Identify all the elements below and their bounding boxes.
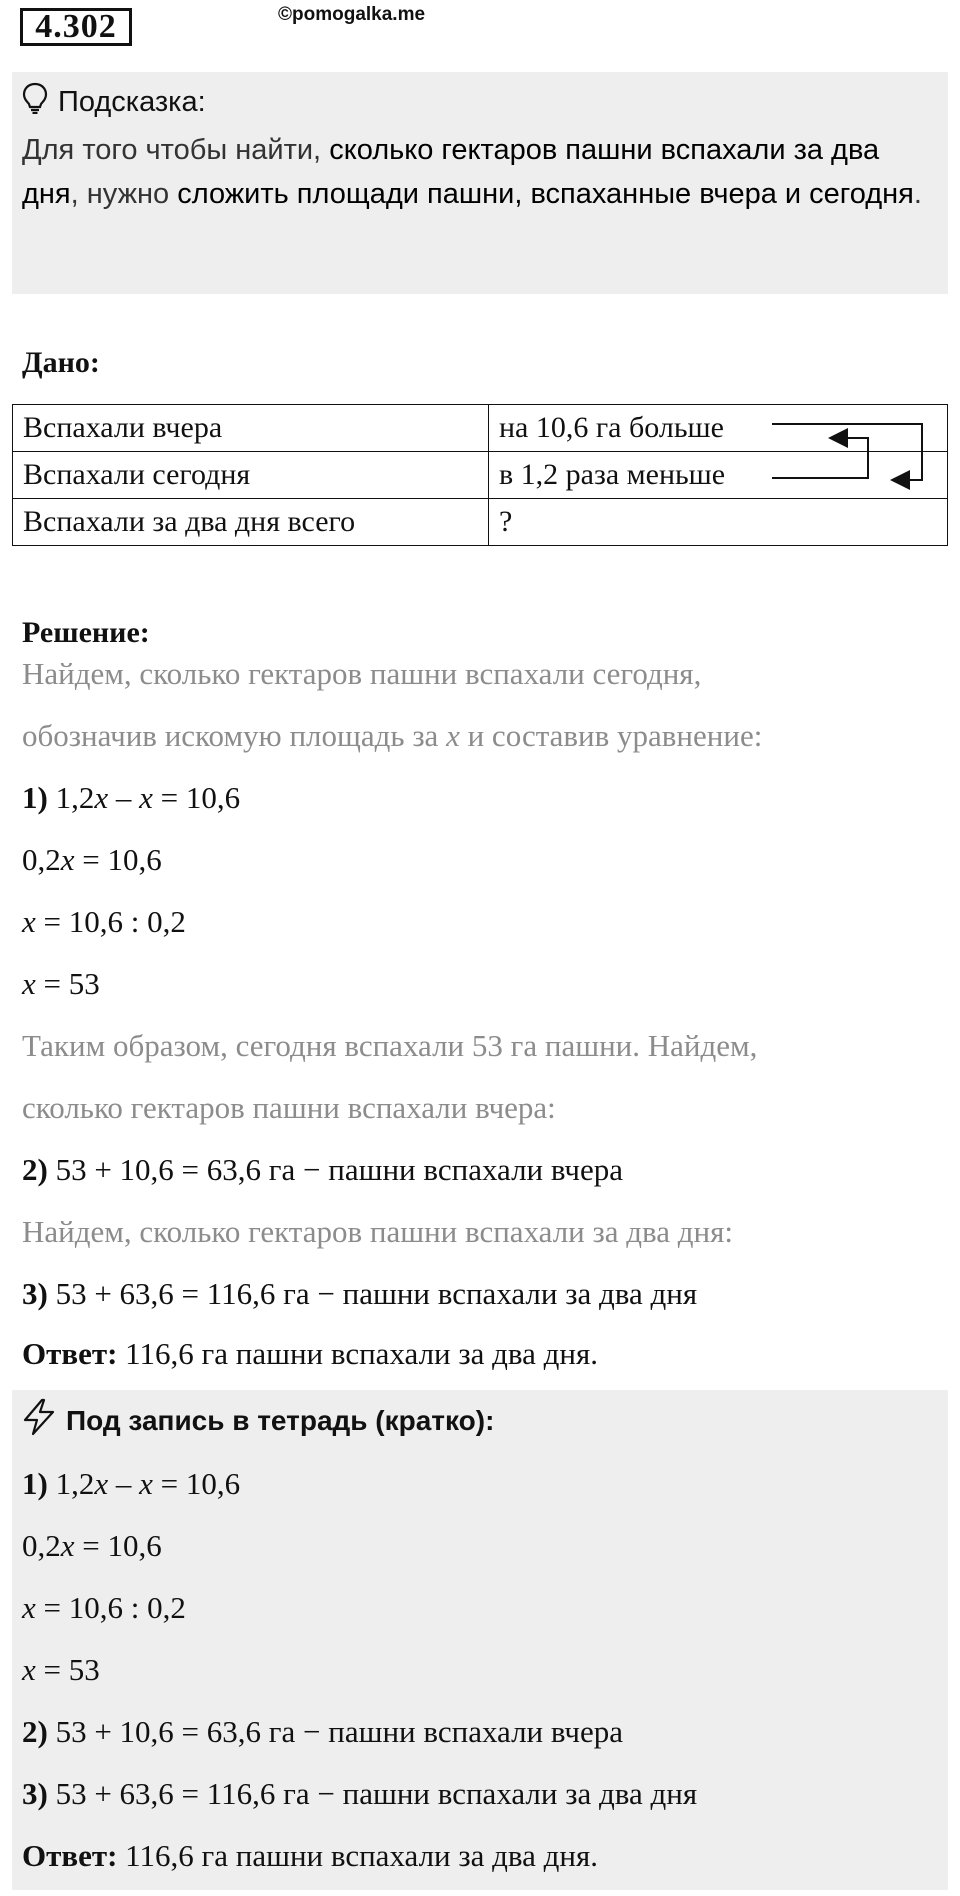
given-label: Вспахали за два дня всего xyxy=(13,499,489,546)
given-value: на 10,6 га больше xyxy=(489,405,948,452)
given-label: Вспахали сегодня xyxy=(13,452,489,499)
equation-line: 0,2x = 10,6 xyxy=(22,842,162,877)
equation-line: 1) 1,2x – x = 10,6 xyxy=(22,780,241,815)
solution-text: Таким образом, сегодня вспахали 53 га пашни. Найдем, xyxy=(22,1028,758,1063)
answer-line: Ответ: 116,6 га пашни вспахали за два дня. xyxy=(22,1838,599,1873)
notebook-box xyxy=(12,1390,948,1890)
hint-title xyxy=(22,82,206,122)
solution-intro: обозначив искомую площадь за x и составив уравнение: xyxy=(22,718,763,753)
solution-heading: Решение: xyxy=(22,616,150,649)
lightbulb-icon xyxy=(22,82,48,122)
equation-line: x = 53 xyxy=(22,966,100,1001)
hint-part-highlight: сложить площади пашни, вспаханные вчера и сегодня xyxy=(177,178,914,210)
hint-part: Для того чтобы найти, xyxy=(22,134,330,166)
notebook-title xyxy=(22,1398,494,1443)
answer-line: Ответ: 116,6 га пашни вспахали за два дня. xyxy=(22,1336,599,1371)
given-heading: Дано: xyxy=(22,346,100,379)
equation-line: x = 10,6 : 0,2 xyxy=(22,1590,186,1625)
hint-part-highlight: сколько гектаров пашни вспахали за два дня xyxy=(22,134,880,210)
equation-line: 1) 1,2x – x = 10,6 xyxy=(22,1466,241,1501)
solution-intro: Найдем, сколько гектаров пашни вспахали сегодня, xyxy=(22,656,702,691)
site-watermark: ©pomogalka.me xyxy=(278,4,426,25)
equation-line: 2) 53 + 10,6 = 63,6 га − пашни вспахали вчера xyxy=(22,1714,623,1749)
hint-part: . xyxy=(913,178,922,210)
hint-title-text: Подсказка: xyxy=(58,85,206,118)
table-row xyxy=(13,499,948,546)
given-value: в 1,2 раза меньше xyxy=(489,452,948,499)
solution-text: Найдем, сколько гектаров пашни вспахали за два дня: xyxy=(22,1214,734,1249)
equation-line: 3) 53 + 63,6 = 116,6 га − пашни вспахали за два дня xyxy=(22,1276,698,1311)
solution-text: сколько гектаров пашни вспахали вчера: xyxy=(22,1090,556,1125)
equation-line: 0,2x = 10,6 xyxy=(22,1528,162,1563)
lightning-icon xyxy=(22,1398,56,1443)
given-label: Вспахали вчера xyxy=(13,405,489,452)
hint-part: , нужно xyxy=(70,178,178,210)
given-value: ? xyxy=(489,499,948,546)
equation-line: 2) 53 + 10,6 = 63,6 га − пашни вспахали вчера xyxy=(22,1152,623,1187)
task-number: 4.302 xyxy=(20,8,132,46)
relation-arrows xyxy=(760,410,950,490)
equation-line: 3) 53 + 63,6 = 116,6 га − пашни вспахали за два дня xyxy=(22,1776,698,1811)
equation-line: x = 53 xyxy=(22,1652,100,1687)
equation-line: x = 10,6 : 0,2 xyxy=(22,904,186,939)
hint-text xyxy=(22,128,942,216)
notebook-title-text: Под запись в тетрадь (кратко): xyxy=(66,1404,495,1436)
